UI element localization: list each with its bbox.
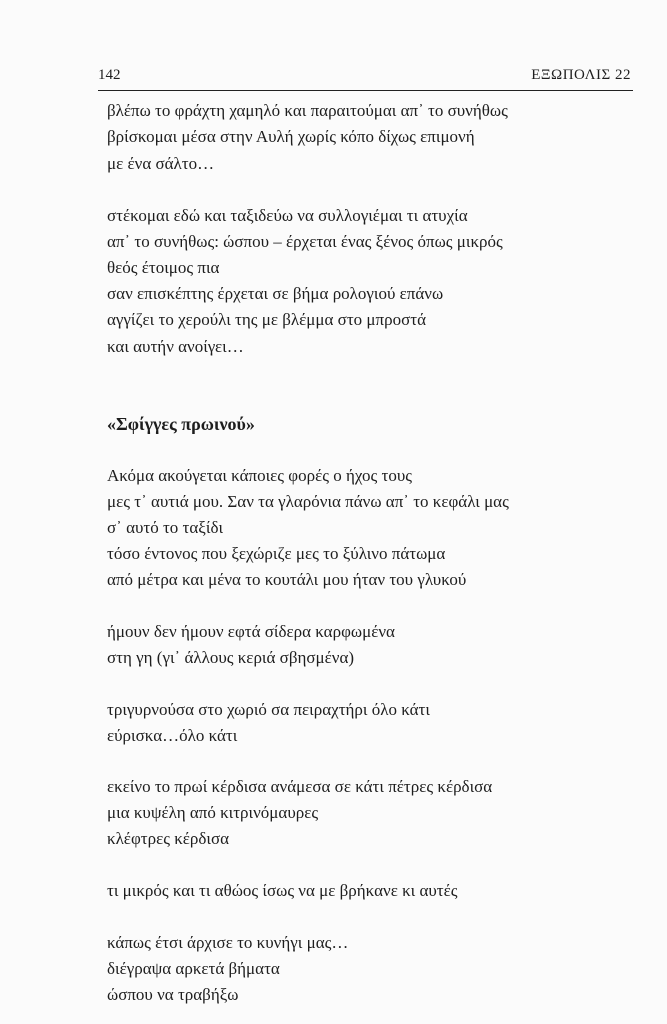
verse-line: απ᾽ το συνήθως: ώσπου – έρχεται ένας ξένος όπως μικρός — [107, 232, 503, 251]
verse-line: ώσπου να τραβήξω — [107, 985, 239, 1004]
verse-line: κάπως έτσι άρχισε το κυνήγι μας… — [107, 933, 349, 952]
page-number: 142 — [98, 67, 121, 83]
verse-line: αγγίζει το χερούλι της με βλέμμα στο μπροστά — [107, 310, 426, 329]
verse-line: κλέφτρες κέρδισα — [107, 829, 230, 848]
verse-line: από μέτρα και μένα το κουτάλι μου ήταν του γλυκού — [107, 570, 467, 589]
verse-line: Ακόμα ακούγεται κάποιες φορές ο ήχος τους — [107, 466, 412, 485]
verse-line: βρίσκομαι μέσα στην Αυλή χωρίς κόπο δίχως επιμονή — [107, 127, 475, 146]
verse-line: εκείνο το πρωί κέρδισα ανάμεσα σε κάτι πέτρες κέρδισα — [107, 777, 493, 796]
verse-line: με ένα σάλτο… — [107, 154, 215, 173]
page-header — [98, 64, 633, 91]
verse-line: και αυτήν ανοίγει… — [107, 337, 244, 356]
poem-title: «Σφίγγες πρωινού» — [107, 414, 255, 434]
verse-line: βλέπω το φράχτη χαμηλό και παραιτούμαι απ᾽ το συνήθως — [107, 101, 508, 120]
running-head: ΕΞΩΠΟΛΙΣ 22 — [531, 67, 631, 83]
verse-line: τριγυρνούσα στο χωριό σα πειραχτήρι όλο κάτι — [107, 700, 430, 719]
verse-line: μες τ᾽ αυτιά μου. Σαν τα γλαρόνια πάνω απ᾽ το κεφάλι μας — [107, 492, 509, 511]
verse-line: στη γη (γι᾽ άλλους κεριά σβησμένα) — [107, 648, 355, 667]
verse-line: ήμουν δεν ήμουν εφτά σίδερα καρφωμένα — [107, 622, 395, 641]
verse-line: εύρισκα…όλο κάτι — [107, 726, 238, 745]
verse-line: διέγραψα αρκετά βήματα — [107, 959, 280, 978]
verse-line: μια κυψέλη από κιτρινόμαυρες — [107, 803, 319, 822]
verse-line: τι μικρός και τι αθώος ίσως να με βρήκανε κι αυτές — [107, 881, 458, 900]
verse-line: σαν επισκέπτης έρχεται σε βήμα ρολογιού επάνω — [107, 284, 444, 303]
verse-line: θεός έτοιμος πια — [107, 258, 220, 277]
verse-line: σ᾽ αυτό το ταξίδι — [107, 518, 224, 537]
verse-line: τόσο έντονος που ξεχώριζε μες το ξύλινο πάτωμα — [107, 544, 446, 563]
verse-line: στέκομαι εδώ και ταξιδεύω να συλλογιέμαι τι ατυχία — [107, 206, 468, 225]
